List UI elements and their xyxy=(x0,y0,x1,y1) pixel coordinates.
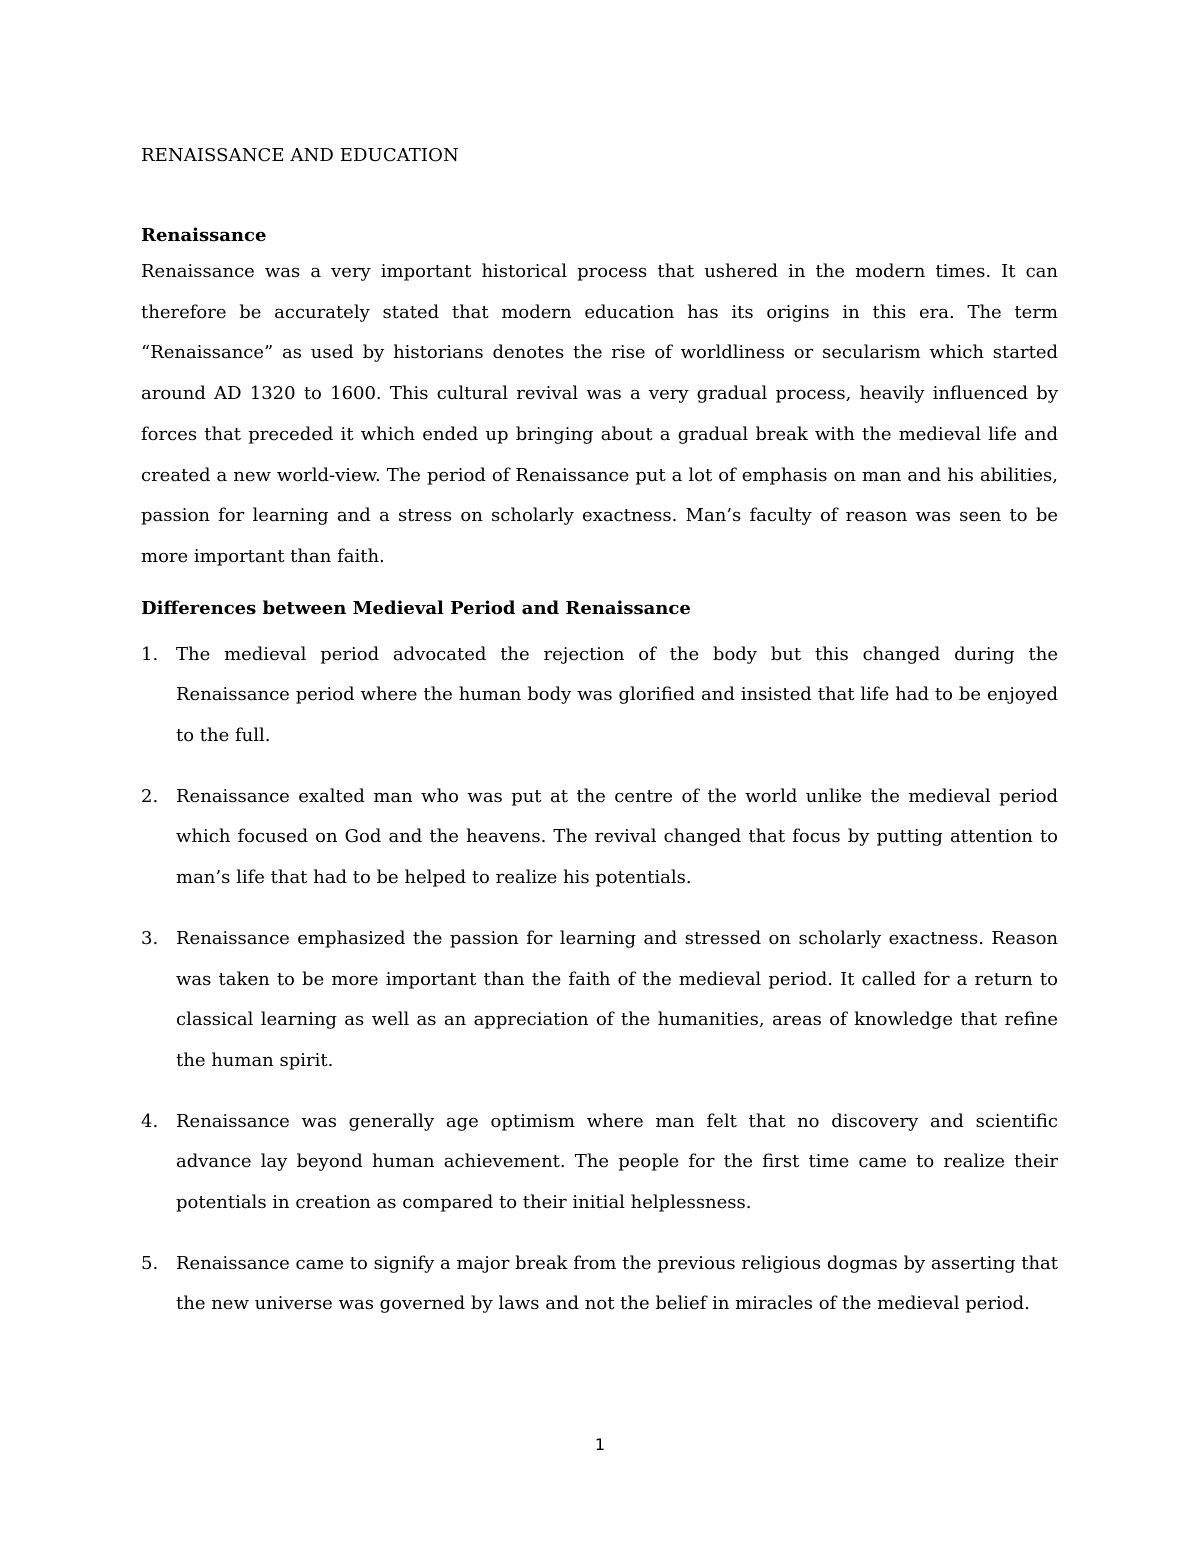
renaissance-paragraph: Renaissance was a very important historical process that ushered in the modern times. It can therefore be accurately stated that modern education has its origins in this era. The term “Renaissance” as used by historians denotes the rise of worldliness or secularism which started around AD 1320 to 1600. This cultural revival was a very gradual process, heavily influenced by forces that preceded it which ended up bringing about a gradual break with the medieval life and created a new world-view. The period of Renaissance put a lot of emphasis on man and his abilities, passion for learning and a stress on scholarly exactness. Man’s faculty of reason was seen to be more important than faith. xyxy=(141,261,1058,567)
list-item-text: The medieval period advocated the rejection of the body but this changed during the Renaissance period where the human body was glorified and insisted that life had to be enjoyed to the full. xyxy=(176,643,1058,747)
list-item xyxy=(141,1102,1058,1224)
list-item-text: Renaissance came to signify a major break from the previous religious dogmas by asserting that the new universe was governed by laws and not the belief in miracles of the medieval period. xyxy=(176,1252,1058,1315)
list-item xyxy=(141,1244,1058,1325)
list-item-text: Renaissance exalted man who was put at the centre of the world unlike the medieval period which focused on God and the heavens. The revival changed that focus by putting attention to man’s life that had to be helped to realize his potentials. xyxy=(176,785,1058,889)
list-item-number: 5. xyxy=(141,1252,159,1274)
list-item-text: Renaissance was generally age optimism where man felt that no discovery and scientific advance lay beyond human achievement. The people for the first time came to realize their potentials in creation as compared to their initial helplessness. xyxy=(176,1110,1058,1214)
document-body xyxy=(141,140,1058,1345)
section-heading-renaissance: Renaissance xyxy=(141,225,267,246)
list-item xyxy=(141,919,1058,1082)
list-item-number: 1. xyxy=(141,643,159,665)
list-item-text: Renaissance emphasized the passion for learning and stressed on scholarly exactness. Reason was taken to be more important than the faith of the medieval period. It called for a return to classical learning as well as an appreciation of the humanities, areas of knowledge that refine the human spirit. xyxy=(176,927,1058,1071)
page-number: 1 xyxy=(594,1435,606,1454)
list-item-number: 3. xyxy=(141,927,159,949)
document-title: RENAISSANCE AND EDUCATION xyxy=(141,145,459,166)
list-item-number: 4. xyxy=(141,1110,159,1132)
list-item-number: 2. xyxy=(141,785,159,807)
list-item xyxy=(141,635,1058,757)
list-item xyxy=(141,777,1058,899)
differences-list xyxy=(141,635,1058,1326)
section-heading-differences: Differences between Medieval Period and Renaissance xyxy=(141,597,691,619)
